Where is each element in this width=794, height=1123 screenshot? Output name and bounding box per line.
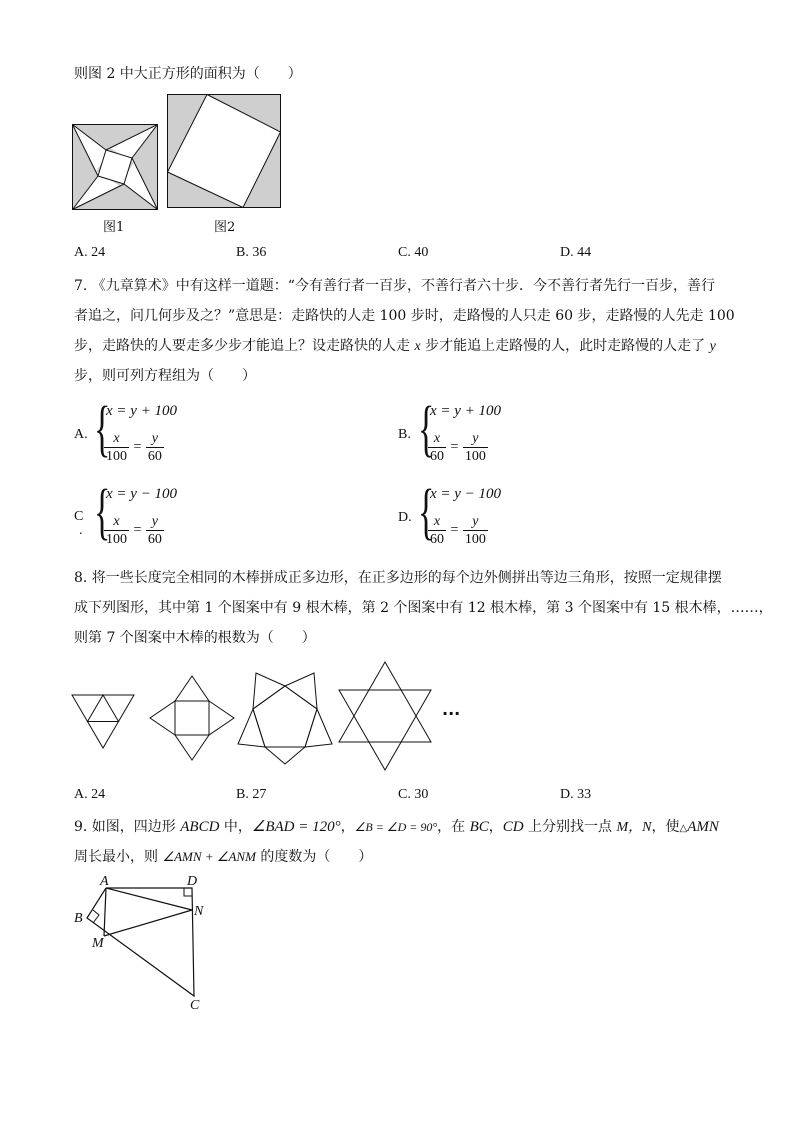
q7-line-4: 步，则可列方程组为（ ） (74, 368, 256, 384)
q9-label-b: B (74, 911, 83, 926)
q7-option-d-eq2: $\frac{x}{60}$ = $\frac{y}{100}$ (430, 514, 486, 547)
q9-label-m: M (92, 936, 104, 951)
q7-option-c-label: C (74, 509, 84, 524)
q7-option-a-eq2: $\frac{x}{100}$ = $\frac{y}{60}$ (106, 431, 162, 464)
q7-option-d-label: D. (398, 510, 412, 525)
q6-option-c: C. 40 (398, 245, 429, 260)
q9-line-1: 9. 如图，四边形 ABCD 中，∠BAD = 120°，∠B = ∠D = 90°，在 BC，CD 上分别找一点 M，N，使△AMN (74, 819, 719, 835)
q6-figure-1-caption: 图1 (103, 220, 125, 235)
q8-ellipsis: ··· (442, 704, 461, 723)
q7-option-b-eq1: x = y + 100 (430, 403, 502, 419)
q9-label-a: A (100, 874, 109, 889)
q7-option-a-brace: { (94, 395, 111, 463)
q6-figure-2-caption: 图2 (214, 220, 236, 235)
q6-figure-1 (72, 124, 158, 210)
q8-option-d: D. 33 (560, 787, 592, 802)
q8-option-c: C. 30 (398, 787, 429, 802)
q7-option-a-eq1: x = y + 100 (106, 403, 178, 419)
q6-figure-2 (167, 94, 281, 208)
q9-label-n: N (194, 904, 204, 919)
q8-option-a: A. 24 (74, 787, 106, 802)
q7-option-c-brace: { (94, 478, 111, 546)
q8-option-b: B. 27 (236, 787, 267, 802)
q9-label-d: D (187, 874, 198, 889)
q7-line-3: 步，走路快的人要走多少步才能追上？设走路快的人走 x 步才能追上走路慢的人，此时走路慢的人走了 y (74, 338, 716, 354)
q7-line-2: 者追之，问几何步及之？”意思是：走路快的人走 100 步时，走路慢的人只走 60 步，走路慢的人先走 100 (74, 308, 735, 324)
q8-pattern-1 (70, 690, 136, 750)
q8-pattern-2 (148, 674, 236, 762)
q7-option-b-label: B. (398, 427, 411, 442)
q6-option-a: A. 24 (74, 245, 106, 260)
q6-option-d: D. 44 (560, 245, 592, 260)
q7-option-b-eq2: $\frac{x}{60}$ = $\frac{y}{100}$ (430, 431, 486, 464)
q6-stem-tail: 则图 2 中大正方形的面积为（ ） (74, 66, 302, 82)
q6-option-b: B. 36 (236, 245, 267, 260)
q8-line-2: 成下列图形，其中第 1 个图案中有 9 根木棒，第 2 个图案中有 12 根木棒，第 3 个图案中有 15 根木棒，……， (74, 600, 773, 616)
q7-option-d-brace: { (418, 478, 435, 546)
q9-line-2: 周长最小，则 ∠AMN + ∠ANM 的度数为（ ） (74, 849, 373, 865)
q7-option-c-label-dot: . (79, 523, 83, 538)
q7-option-c-eq2: $\frac{x}{100}$ = $\frac{y}{60}$ (106, 514, 162, 547)
q7-option-c-eq1: x = y − 100 (106, 486, 178, 502)
q9-label-c: C (190, 998, 200, 1013)
q8-line-3: 则第 7 个图案中木棒的根数为（ ） (74, 630, 316, 646)
q7-option-a-label: A. (74, 427, 88, 442)
q7-option-b-brace: { (418, 395, 435, 463)
q8-pattern-4 (336, 660, 434, 772)
q8-pattern-3 (236, 668, 334, 766)
q8-line-1: 8. 将一些长度完全相同的木棒拼成正多边形，在正多边形的每个边外侧拼出等边三角形，按照一定规律摆 (74, 570, 722, 586)
q7-line-1: 7. 《九章算术》中有这样一道题：“今有善行者一百步，不善行者六十步．今不善行者先行一百步，善行 (74, 278, 715, 294)
q7-option-d-eq1: x = y − 100 (430, 486, 502, 502)
